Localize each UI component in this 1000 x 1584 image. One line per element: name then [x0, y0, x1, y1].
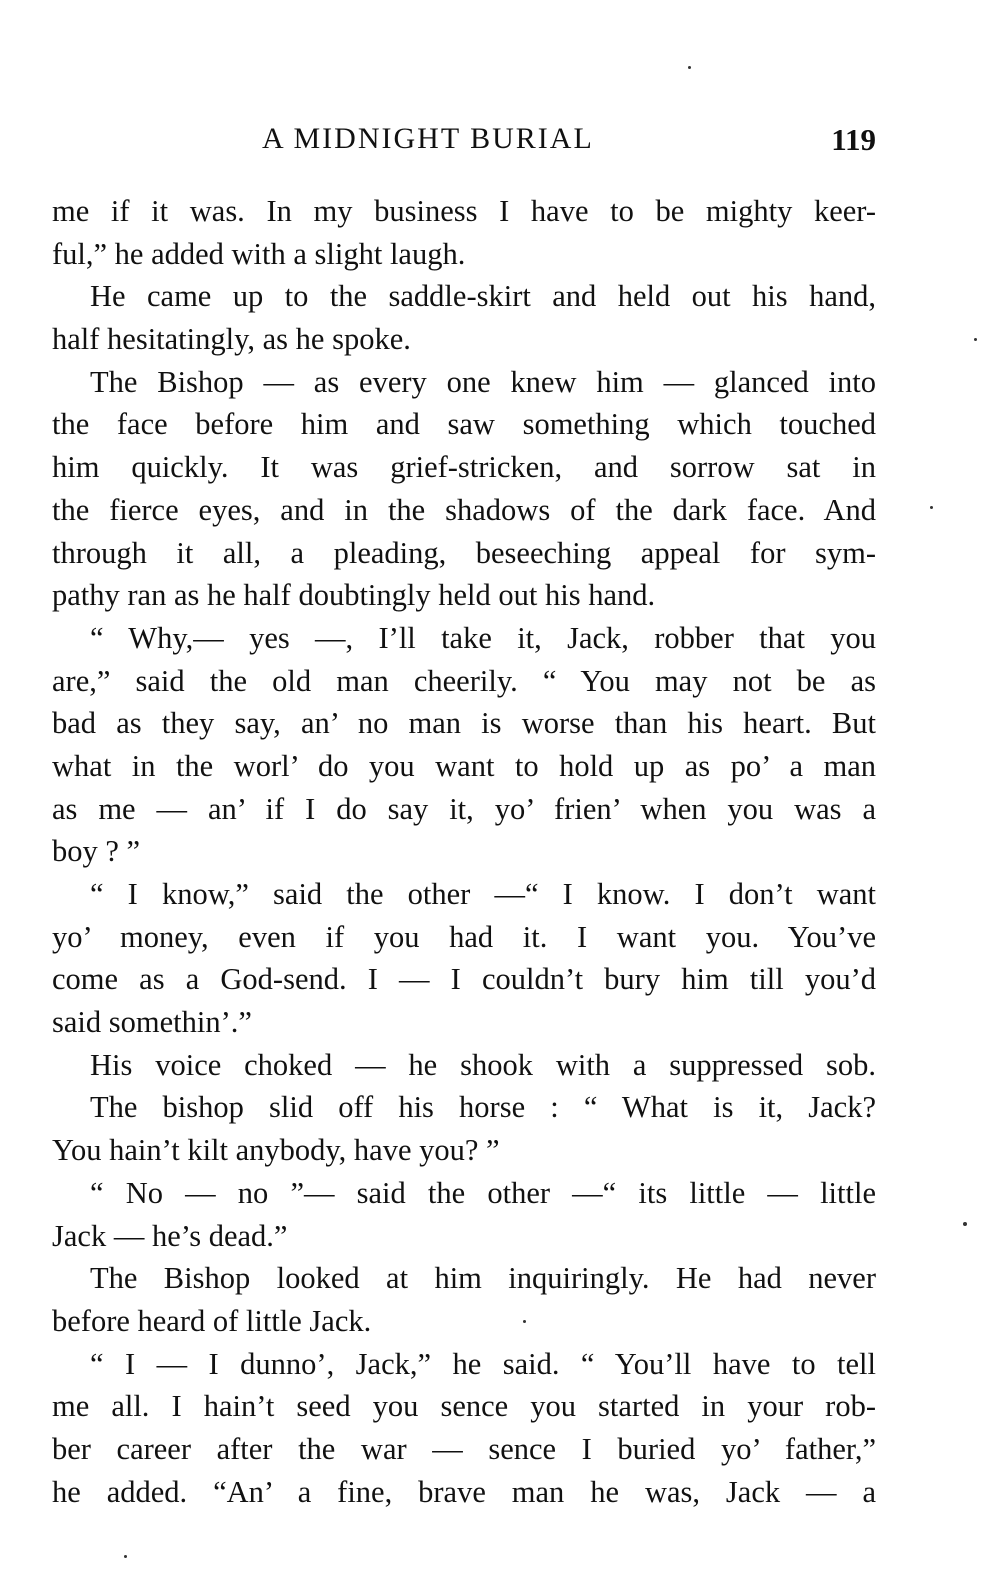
speck-mark: [974, 338, 977, 341]
text-line: come as a God-send. I — I couldn’t bury him till you’d: [52, 962, 876, 997]
text-line: bad as they say, an’ no man is worse than his heart. But: [52, 706, 876, 741]
text-line: the fierce eyes, and in the shadows of the dark face. And: [52, 492, 876, 527]
text-line: me all. I hain’t seed you sence you started in your rob-: [52, 1389, 876, 1424]
text-line: pathy ran as he half doubtingly held out his hand.: [52, 578, 656, 613]
page-number: 119: [831, 122, 876, 157]
text-line: The Bishop — as every one knew him — glanced into: [90, 364, 876, 399]
running-title: A MIDNIGHT BURIAL: [262, 122, 594, 155]
speck-mark: [963, 1222, 967, 1226]
text-line: He came up to the saddle-skirt and held out his hand,: [90, 279, 876, 314]
speck-mark: [523, 1320, 526, 1323]
text-line: The bishop slid off his horse : “ What is it, Jack?: [90, 1090, 876, 1125]
text-line: he added. “An’ a fine, brave man he was, Jack — a: [52, 1474, 876, 1509]
text-line: before heard of little Jack.: [52, 1303, 372, 1338]
text-line: said somethin’.”: [52, 1005, 252, 1040]
text-line: “ I know,” said the other —“ I know. I don’t want: [90, 877, 876, 911]
text-line: His voice choked — he shook with a suppressed sob.: [90, 1047, 876, 1082]
text-line: You hain’t kilt anybody, have you? ”: [52, 1133, 500, 1168]
text-line: “ Why,— yes —, I’ll take it, Jack, robber that you: [90, 620, 876, 655]
text-line: yo’ money, even if you had it. I want you. You’ve: [52, 919, 876, 954]
text-line: “ No — no ”— said the other —“ its little — little: [90, 1175, 876, 1210]
page-header: [52, 112, 876, 168]
text-line: The Bishop looked at him inquiringly. He had never: [90, 1261, 876, 1296]
text-line: him quickly. It was grief-stricken, and sorrow sat in: [52, 450, 876, 485]
text-line: “ I — I dunno’, Jack,” he said. “ You’ll have to tell: [90, 1346, 876, 1381]
text-line: me if it was. In my business I have to be mighty keer-: [52, 194, 876, 228]
text-line: ber career after the war — sence I buried yo’ father,”: [52, 1431, 876, 1466]
text-line: the face before him and saw something which touched: [52, 407, 876, 442]
text-line: through it all, a pleading, beseeching appeal for sym-: [52, 535, 876, 570]
text-line: what in the worl’ do you want to hold up as po’ a man: [52, 748, 876, 783]
text-line: ful,” he added with a slight laugh.: [52, 236, 466, 271]
text-line: are,” said the old man cheerily. “ You may not be as: [52, 663, 876, 698]
text-line: half hesitatingly, as he spoke.: [52, 322, 411, 357]
text-line: as me — an’ if I do say it, yo’ frien’ when you was a: [52, 791, 876, 826]
speck-mark: [688, 66, 691, 69]
speck-mark: [124, 1555, 127, 1558]
body-text: [52, 190, 876, 1513]
text-line: Jack — he’s dead.”: [52, 1218, 288, 1253]
speck-mark: [930, 506, 933, 509]
text-line: boy ? ”: [52, 834, 141, 869]
